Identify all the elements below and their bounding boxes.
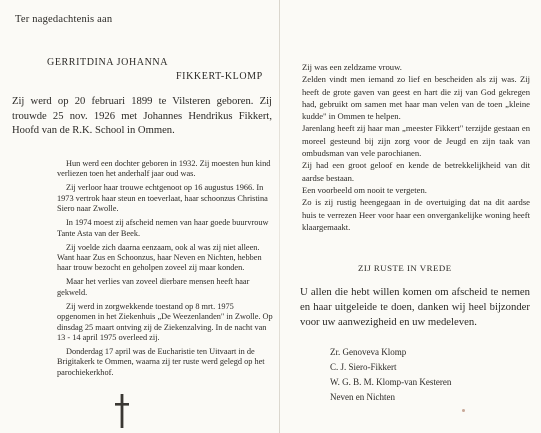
- life-paragraph: Zij werd in zorgwekkende toestand op 8 mrt. 1975 opgenomen in het Ziekenhuis „De Weezenlanden" in Zwolle. Op dinsdag 25 maart ontving zij de Ziekenzalving. In de nacht van 13 - 14 april 1975 overleed zij.: [57, 301, 273, 343]
- signer-name: Neven en Nichten: [330, 392, 395, 402]
- thanks-text: U allen die hebt willen komen om afscheid te nemen en haar uitgeleide te doen, danken wij heel bijzonder voor uw aanwezigheid en uw medeleven.: [300, 286, 530, 328]
- thanks-note: [300, 285, 530, 329]
- tribute-paragraph: Jarenlang heeft zij haar man „meester Fikkert" terzijde gestaan en moreel gesteund bij zijn zorg voor de Jeugd en zijn taak van ombudsman van vele parochianen.: [302, 123, 530, 159]
- life-paragraph: In 1974 moest zij afscheid nemen van haar goede buurvrouw Tante Asta van der Beek.: [57, 218, 269, 238]
- biography-intro: [12, 95, 272, 139]
- signer-name: W. G. B. M. Klomp-van Kesteren: [330, 377, 452, 387]
- tribute-text: [302, 61, 530, 233]
- life-paragraph: Maar het verlies van zoveel dierbare mensen heeft haar gekweld.: [57, 277, 250, 297]
- tribute-paragraph: Een voorbeeld om nooit te vergeten.: [302, 184, 427, 195]
- tribute-paragraph: Zelden vindt men iemand zo lief en bescheiden als zij was. Zij heeft de grote gaven van geest en hart die zij van God gekregen had, gebruikt om samen met haar man velen van de toen „kleine kudde" in Ommen te helpen.: [302, 74, 530, 122]
- life-story: [57, 159, 274, 382]
- life-paragraph: Donderdag 17 april was de Eucharistie ten Uitvaart in de Brigitakerk te Ommen, waarna zij ter ruste werd gelegd op het parochiekerkhof.: [57, 347, 265, 377]
- life-paragraph: Zij voelde zich daarna eenzaam, ook al was zij niet alleen. Want haar Zus en Schoonzus, haar Neven en Nichten, hebben haar trouw bezocht en geholpen zoveel zij maar konden.: [57, 242, 262, 273]
- signer-name: Zr. Genoveva Klomp: [330, 347, 407, 357]
- paper-speck: [462, 409, 465, 412]
- signer-name: C. J. Siero-Fikkert: [330, 362, 397, 372]
- deceased-surname: FIKKERT-KLOMP: [176, 71, 263, 82]
- life-paragraph: Hun werd een dochter geboren in 1932. Zij moesten hun kind verliezen toen het anderhalf jaar oud was.: [57, 159, 271, 179]
- tribute-paragraph: Zij was een zeldzame vrouw.: [302, 62, 402, 72]
- signers-list: [330, 345, 451, 405]
- tribute-paragraph: Zo is zij rustig heengegaan in de overtuiging dat na dit aardse huis te verrezen Heer voor haar een onvergankelijke woning heeft klaargemaakt.: [302, 197, 530, 232]
- deceased-first-names: GERRITDINA JOHANNA: [47, 57, 169, 68]
- life-paragraph: Zij verloor haar trouwe echtgenoot op 16 augustus 1966. In 1973 vertrok haar steun en toeverlaat, haar schoonzus Christina Siero naar Zwolle.: [57, 183, 268, 214]
- card-fold: [279, 0, 280, 433]
- rest-in-peace-line: ZIJ RUSTE IN VREDE: [358, 263, 452, 273]
- intro-text: Zij werd op 20 februari 1899 te Vilsteren geboren. Zij trouwde 25 nov. 1926 met Johannes Hendrikus Fikkert, Hoofd van de R.K. School in Ommen.: [12, 96, 272, 137]
- memorial-heading: Ter nagedachtenis aan: [15, 14, 113, 25]
- tribute-paragraph: Zij had een groot geloof en kende de betrekkelijkheid van dit aardse bestaan.: [302, 160, 530, 183]
- latin-cross-icon: [115, 394, 129, 428]
